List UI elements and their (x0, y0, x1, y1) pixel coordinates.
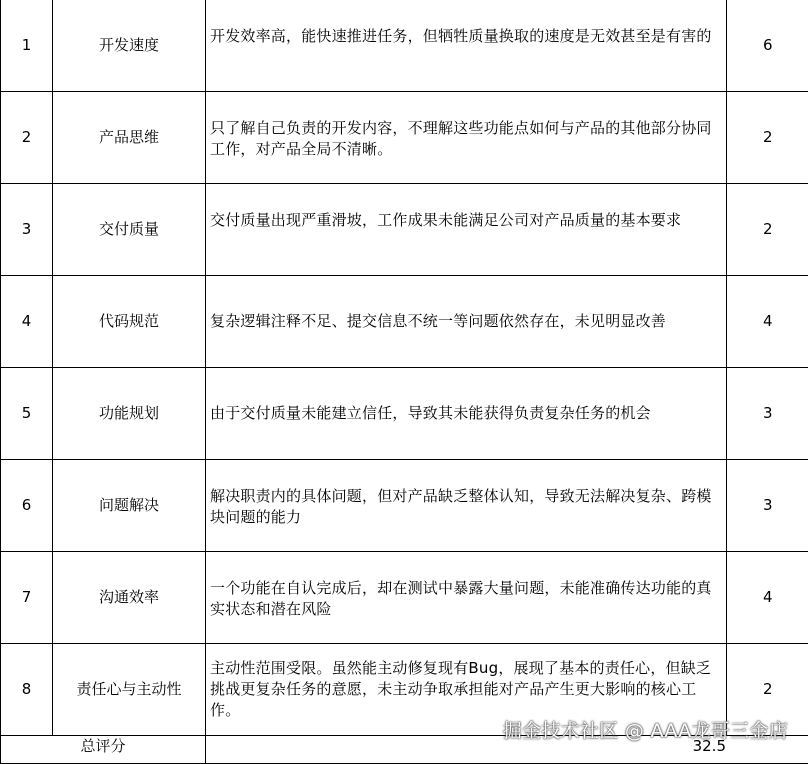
description-cell: 解决职责内的具体问题，但对产品缺乏整体认知，导致无法解决复杂、跨模块问题的能力 (206, 460, 727, 552)
score-cell: 2 (727, 184, 808, 276)
evaluation-item-cell: 开发速度 (53, 0, 206, 92)
table-row (1, 92, 808, 184)
description-cell: 一个功能在自认完成后，却在测试中暴露大量问题，未能准确传达功能的真实状态和潜在风险 (206, 552, 727, 644)
score-cell: 4 (727, 276, 808, 368)
evaluation-item-cell: 代码规范 (53, 276, 206, 368)
description-cell: 开发效率高，能快速推进任务，但牺牲质量换取的速度是无效甚至是有害的 (206, 0, 727, 92)
evaluation-item-cell: 沟通效率 (53, 552, 206, 644)
total-score-value: 32.5 (206, 736, 808, 764)
row-number-cell: 1 (1, 0, 53, 92)
score-cell: 2 (727, 92, 808, 184)
description-cell: 复杂逻辑注释不足、提交信息不统一等问题依然存在，未见明显改善 (206, 276, 727, 368)
evaluation-item-cell: 产品思维 (53, 92, 206, 184)
table-row (1, 184, 808, 276)
description-cell: 主动性范围受限。虽然能主动修复现有Bug，展现了基本的责任心，但缺乏挑战更复杂任务的意愿，未主动争取承担能对产品产生更大影响的核心工作。 (206, 644, 727, 736)
description-cell: 由于交付质量未能建立信任，导致其未能获得负责复杂任务的机会 (206, 368, 727, 460)
evaluation-item-cell: 问题解决 (53, 460, 206, 552)
score-cell: 3 (727, 460, 808, 552)
evaluation-item-cell: 责任心与主动性 (53, 644, 206, 736)
score-cell: 3 (727, 368, 808, 460)
row-number-cell: 5 (1, 368, 53, 460)
row-number-cell: 8 (1, 644, 53, 736)
table-row (1, 368, 808, 460)
table-row (1, 276, 808, 368)
watermark-text: 掘金技术社区 @ AAA龙哥三金店 (503, 716, 788, 743)
score-cell: 2 (727, 644, 808, 736)
row-number-cell: 6 (1, 460, 53, 552)
table-row (1, 552, 808, 644)
description-cell: 只了解自己负责的开发内容，不理解这些功能点如何与产品的其他部分协同工作，对产品全局不清晰。 (206, 92, 727, 184)
row-number-cell: 4 (1, 276, 53, 368)
description-cell: 交付质量出现严重滑坡，工作成果未能满足公司对产品质量的基本要求 (206, 184, 727, 276)
table-row (1, 460, 808, 552)
evaluation-item-cell: 交付质量 (53, 184, 206, 276)
score-cell: 6 (727, 0, 808, 92)
score-cell: 4 (727, 552, 808, 644)
table-row (1, 0, 808, 92)
row-number-cell: 3 (1, 184, 53, 276)
row-number-cell: 2 (1, 92, 53, 184)
total-score-label: 总评分 (1, 736, 206, 764)
evaluation-item-cell: 功能规划 (53, 368, 206, 460)
row-number-cell: 7 (1, 552, 53, 644)
